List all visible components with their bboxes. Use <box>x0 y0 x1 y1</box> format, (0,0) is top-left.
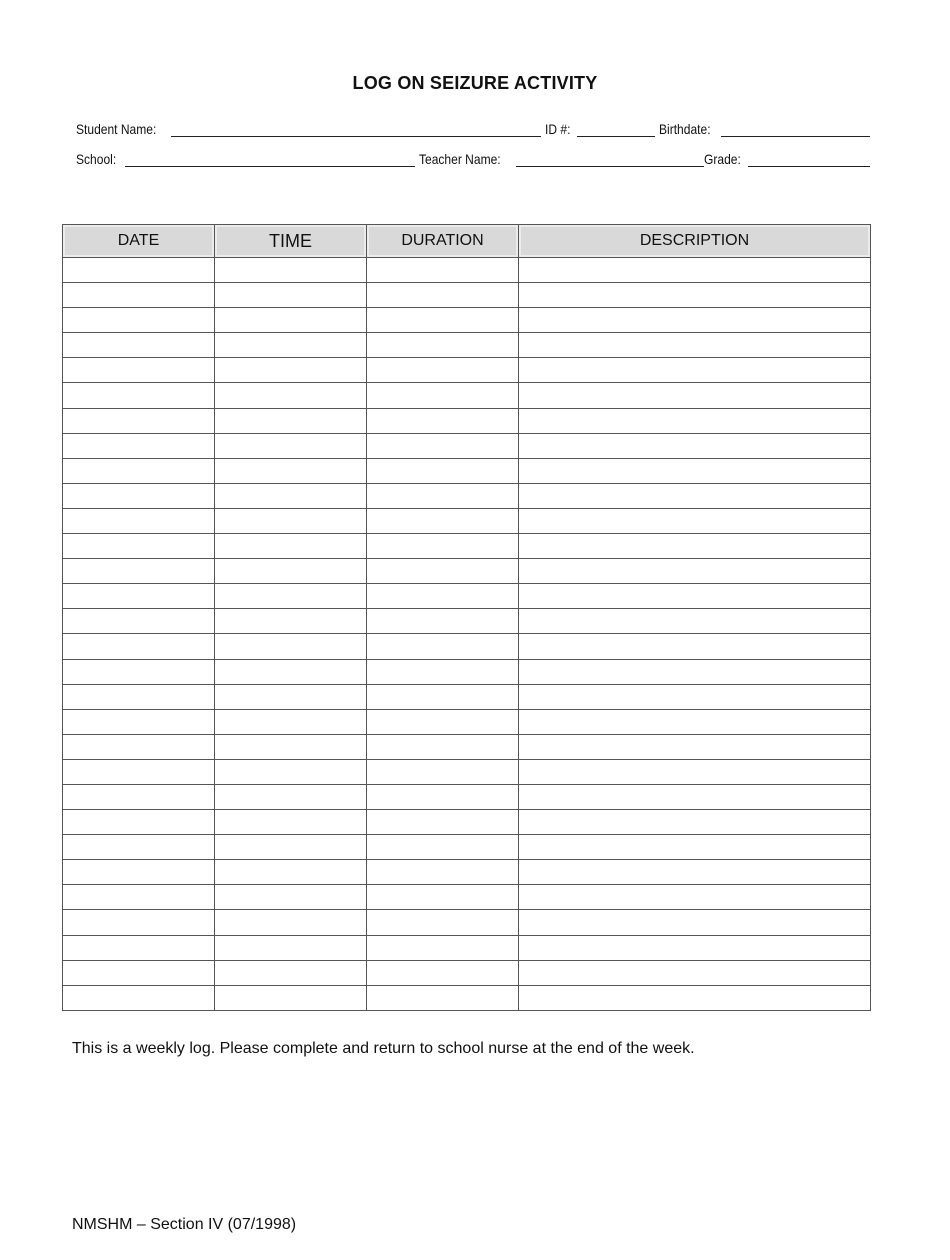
table-row <box>63 358 871 383</box>
time-cell[interactable] <box>215 383 367 408</box>
student-info-row <box>76 121 870 137</box>
duration-cell[interactable] <box>367 784 519 809</box>
duration-cell[interactable] <box>367 383 519 408</box>
date-cell[interactable] <box>63 960 215 985</box>
table-row <box>63 584 871 609</box>
date-cell[interactable] <box>63 308 215 333</box>
description-cell[interactable] <box>519 283 871 308</box>
description-cell[interactable] <box>519 483 871 508</box>
duration-cell[interactable] <box>367 810 519 835</box>
duration-cell[interactable] <box>367 985 519 1010</box>
time-cell[interactable] <box>215 358 367 383</box>
date-cell[interactable] <box>63 784 215 809</box>
id-field[interactable] <box>577 121 655 137</box>
date-cell[interactable] <box>63 734 215 759</box>
duration-cell[interactable] <box>367 759 519 784</box>
table-row <box>63 258 871 283</box>
date-cell[interactable] <box>63 985 215 1010</box>
column-header-description: DESCRIPTION <box>519 225 871 258</box>
date-cell[interactable] <box>63 383 215 408</box>
table-row <box>63 659 871 684</box>
table-row <box>63 433 871 458</box>
date-cell[interactable] <box>63 684 215 709</box>
table-row <box>63 860 871 885</box>
duration-cell[interactable] <box>367 559 519 584</box>
time-cell[interactable] <box>215 784 367 809</box>
time-cell[interactable] <box>215 709 367 734</box>
description-cell[interactable] <box>519 709 871 734</box>
duration-cell[interactable] <box>367 960 519 985</box>
duration-cell[interactable] <box>367 860 519 885</box>
table-row <box>63 734 871 759</box>
time-cell[interactable] <box>215 835 367 860</box>
time-cell[interactable] <box>215 483 367 508</box>
date-cell[interactable] <box>63 559 215 584</box>
duration-cell[interactable] <box>367 634 519 659</box>
time-cell[interactable] <box>215 759 367 784</box>
duration-cell[interactable] <box>367 609 519 634</box>
duration-cell[interactable] <box>367 358 519 383</box>
grade-field[interactable] <box>748 151 870 167</box>
table-row <box>63 910 871 935</box>
description-cell[interactable] <box>519 985 871 1010</box>
column-header-duration: DURATION <box>367 225 519 258</box>
time-cell[interactable] <box>215 810 367 835</box>
student-name-field[interactable] <box>171 121 541 137</box>
school-info-row <box>76 151 870 167</box>
description-cell[interactable] <box>519 534 871 559</box>
duration-cell[interactable] <box>367 258 519 283</box>
time-cell[interactable] <box>215 634 367 659</box>
description-cell[interactable] <box>519 358 871 383</box>
time-cell[interactable] <box>215 408 367 433</box>
description-cell[interactable] <box>519 885 871 910</box>
description-cell[interactable] <box>519 835 871 860</box>
duration-cell[interactable] <box>367 684 519 709</box>
table-row <box>63 709 871 734</box>
time-cell[interactable] <box>215 960 367 985</box>
date-cell[interactable] <box>63 408 215 433</box>
table-row <box>63 333 871 358</box>
page-title: LOG ON SEIZURE ACTIVITY <box>352 73 598 93</box>
teacher-name-field[interactable] <box>516 151 704 167</box>
grade-label: Grade: <box>703 151 741 167</box>
date-cell[interactable] <box>63 283 215 308</box>
duration-cell[interactable] <box>367 709 519 734</box>
date-cell[interactable] <box>63 759 215 784</box>
time-cell[interactable] <box>215 508 367 533</box>
table-row <box>63 559 871 584</box>
time-cell[interactable] <box>215 860 367 885</box>
duration-cell[interactable] <box>367 458 519 483</box>
duration-cell[interactable] <box>367 483 519 508</box>
table-row <box>63 508 871 533</box>
date-cell[interactable] <box>63 358 215 383</box>
date-cell[interactable] <box>63 433 215 458</box>
duration-cell[interactable] <box>367 433 519 458</box>
description-cell[interactable] <box>519 383 871 408</box>
table-row <box>63 483 871 508</box>
time-cell[interactable] <box>215 684 367 709</box>
description-cell[interactable] <box>519 333 871 358</box>
time-cell[interactable] <box>215 609 367 634</box>
description-cell[interactable] <box>519 734 871 759</box>
table-row <box>63 458 871 483</box>
date-cell[interactable] <box>63 333 215 358</box>
duration-cell[interactable] <box>367 508 519 533</box>
birthdate-label: Birthdate: <box>658 121 711 137</box>
description-cell[interactable] <box>519 584 871 609</box>
date-cell[interactable] <box>63 835 215 860</box>
description-cell[interactable] <box>519 308 871 333</box>
time-cell[interactable] <box>215 885 367 910</box>
description-cell[interactable] <box>519 433 871 458</box>
duration-cell[interactable] <box>367 659 519 684</box>
duration-cell[interactable] <box>367 885 519 910</box>
date-cell[interactable] <box>63 609 215 634</box>
description-cell[interactable] <box>519 784 871 809</box>
date-cell[interactable] <box>63 659 215 684</box>
description-cell[interactable] <box>519 910 871 935</box>
description-cell[interactable] <box>519 258 871 283</box>
table-row <box>63 534 871 559</box>
school-field[interactable] <box>125 151 415 167</box>
date-cell[interactable] <box>63 458 215 483</box>
time-cell[interactable] <box>215 433 367 458</box>
description-cell[interactable] <box>519 759 871 784</box>
teacher-name-label: Teacher Name: <box>418 151 501 167</box>
table-row <box>63 935 871 960</box>
description-cell[interactable] <box>519 935 871 960</box>
date-cell[interactable] <box>63 634 215 659</box>
date-cell[interactable] <box>63 534 215 559</box>
duration-cell[interactable] <box>367 408 519 433</box>
description-cell[interactable] <box>519 634 871 659</box>
time-cell[interactable] <box>215 458 367 483</box>
description-cell[interactable] <box>519 408 871 433</box>
table-row <box>63 283 871 308</box>
duration-cell[interactable] <box>367 910 519 935</box>
table-row <box>63 383 871 408</box>
date-cell[interactable] <box>63 935 215 960</box>
duration-cell[interactable] <box>367 835 519 860</box>
table-body <box>63 258 871 1011</box>
id-label: ID #: <box>545 121 571 137</box>
time-cell[interactable] <box>215 935 367 960</box>
table-row <box>63 985 871 1010</box>
duration-cell[interactable] <box>367 333 519 358</box>
seizure-log-table <box>62 224 871 1011</box>
table-row <box>63 684 871 709</box>
time-cell[interactable] <box>215 659 367 684</box>
table-row <box>63 885 871 910</box>
description-cell[interactable] <box>519 559 871 584</box>
duration-cell[interactable] <box>367 534 519 559</box>
time-cell[interactable] <box>215 283 367 308</box>
table-row <box>63 609 871 634</box>
student-name-label: Student Name: <box>76 121 157 137</box>
table-row <box>63 784 871 809</box>
date-cell[interactable] <box>63 810 215 835</box>
column-header-date: DATE <box>63 225 215 258</box>
time-cell[interactable] <box>215 333 367 358</box>
time-cell[interactable] <box>215 534 367 559</box>
date-cell[interactable] <box>63 885 215 910</box>
table-row <box>63 810 871 835</box>
description-cell[interactable] <box>519 684 871 709</box>
weekly-log-note: This is a weekly log. Please complete and return to school nurse at the end of the week. <box>72 1040 695 1057</box>
time-cell[interactable] <box>215 559 367 584</box>
time-cell[interactable] <box>215 258 367 283</box>
school-label: School: <box>76 151 117 167</box>
time-cell[interactable] <box>215 985 367 1010</box>
description-cell[interactable] <box>519 960 871 985</box>
table-row <box>63 408 871 433</box>
description-cell[interactable] <box>519 659 871 684</box>
description-cell[interactable] <box>519 508 871 533</box>
table-row <box>63 308 871 333</box>
description-cell[interactable] <box>519 609 871 634</box>
description-cell[interactable] <box>519 810 871 835</box>
duration-cell[interactable] <box>367 308 519 333</box>
birthdate-field[interactable] <box>721 121 870 137</box>
date-cell[interactable] <box>63 709 215 734</box>
date-cell[interactable] <box>63 584 215 609</box>
date-cell[interactable] <box>63 258 215 283</box>
date-cell[interactable] <box>63 508 215 533</box>
table-header-row <box>63 225 871 258</box>
table-row <box>63 759 871 784</box>
time-cell[interactable] <box>215 308 367 333</box>
description-cell[interactable] <box>519 458 871 483</box>
time-cell[interactable] <box>215 734 367 759</box>
table-row <box>63 960 871 985</box>
duration-cell[interactable] <box>367 283 519 308</box>
table-row <box>63 634 871 659</box>
description-cell[interactable] <box>519 860 871 885</box>
duration-cell[interactable] <box>367 584 519 609</box>
time-cell[interactable] <box>215 910 367 935</box>
duration-cell[interactable] <box>367 935 519 960</box>
footer-reference: NMSHM – Section IV (07/1998) <box>72 1216 297 1233</box>
table-row <box>63 835 871 860</box>
time-cell[interactable] <box>215 584 367 609</box>
duration-cell[interactable] <box>367 734 519 759</box>
date-cell[interactable] <box>63 860 215 885</box>
date-cell[interactable] <box>63 483 215 508</box>
column-header-time: TIME <box>215 225 367 258</box>
date-cell[interactable] <box>63 910 215 935</box>
